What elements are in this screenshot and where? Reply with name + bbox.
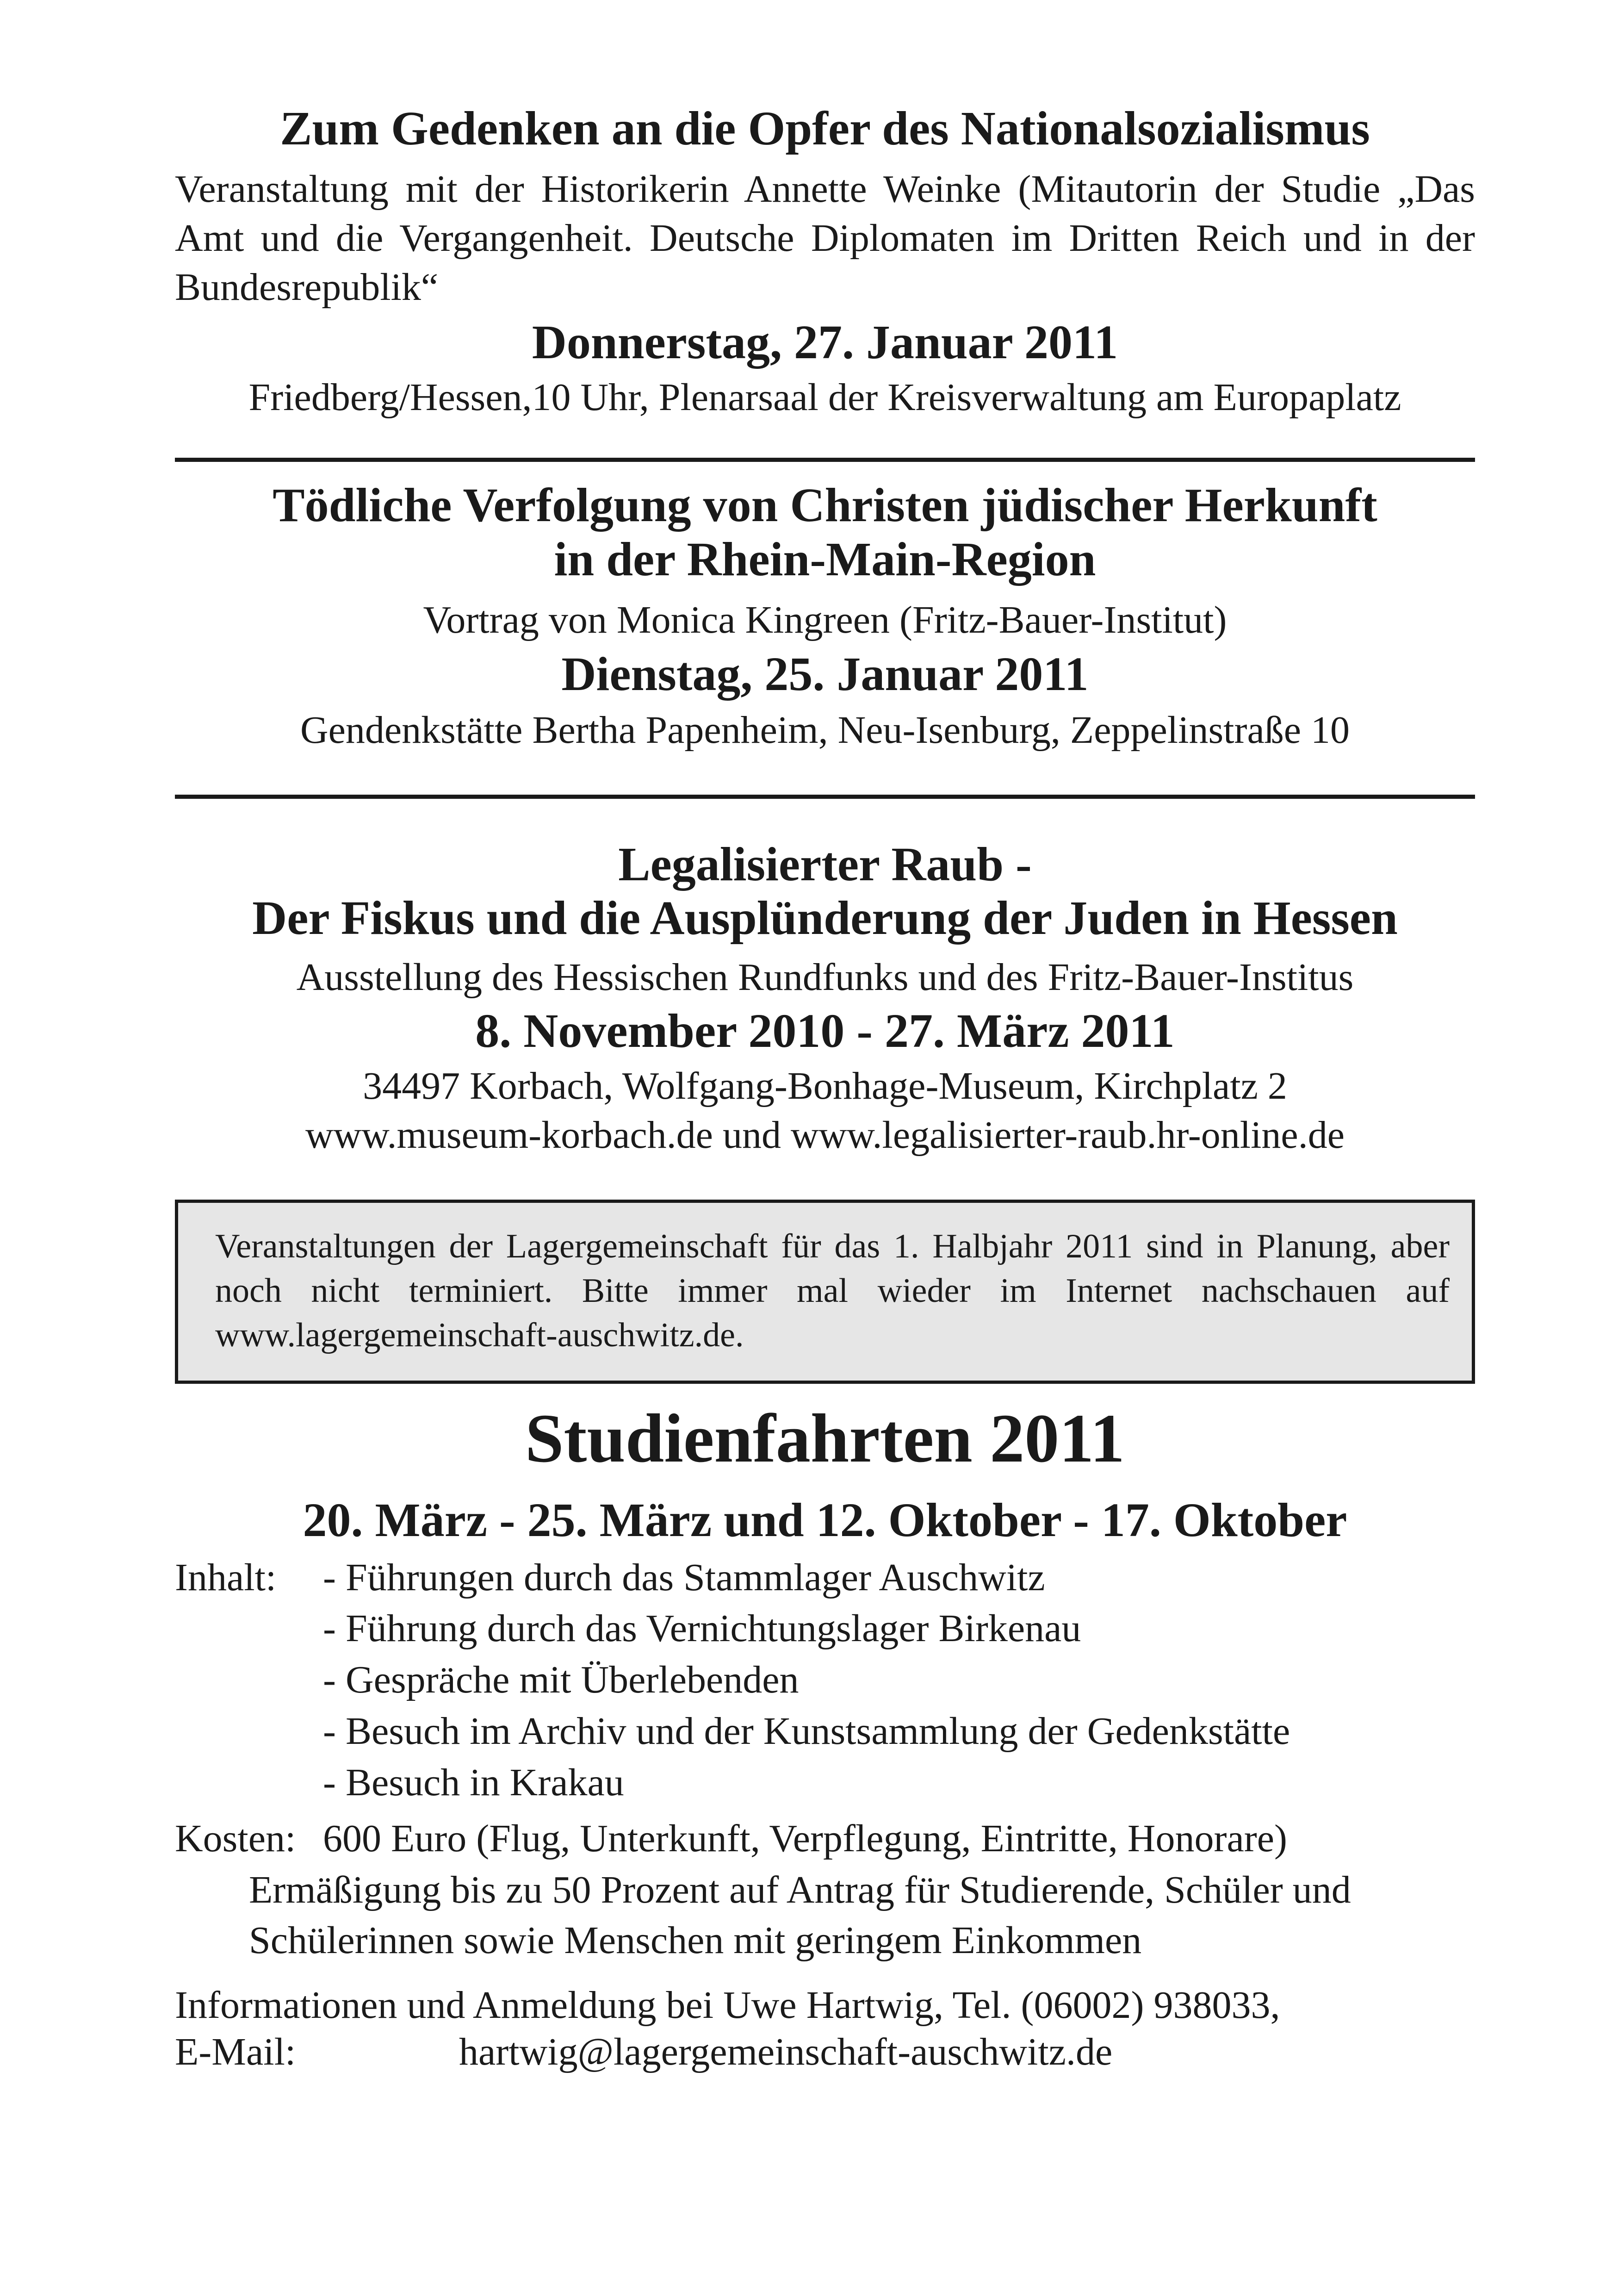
content-item: - Besuch in Krakau [323,1761,624,1804]
cost-label: Kosten: [175,1817,296,1860]
content-list [175,1552,1475,1809]
content-row-2 [175,1603,1475,1655]
event-1-date: Donnerstag, 27. Januar 2011 [532,315,1118,369]
content-row-4 [175,1706,1475,1757]
divider-2 [175,795,1475,799]
cost-value: 600 Euro (Flug, Unterkunft, Verpflegung, Eintritte, Honorare) [323,1817,1287,1860]
event-3 [175,799,1475,1160]
event-1-location: Friedberg/Hessen,10 Uhr, Plenarsaal der Kreisverwaltung am Europaplatz [248,375,1401,419]
email-address: hartwig@lagergemeinschaft-auschwitz.de [459,2030,1113,2074]
content-row-1 [175,1552,1475,1604]
event-1 [175,0,1475,422]
discount-text: Ermäßigung bis zu 50 Prozent auf Antrag für Studierende, Schüler und Schülerinnen sowie Menschen mit geringem Einkommen [249,1868,1351,1962]
study-trips [175,1384,1475,2076]
notice-box [175,1200,1475,1384]
study-trips-title: Studienfahrten 2011 [525,1400,1125,1477]
content-item: - Gespräche mit Überlebenden [323,1658,799,1702]
contact [175,1982,1475,2076]
content-item: - Führungen durch das Stammlager Auschwitz [323,1556,1045,1599]
event-3-date: 8. November 2010 - 27. März 2011 [475,1004,1175,1058]
event-3-location: 34497 Korbach, Wolfgang-Bonhage-Museum, Kirchplatz 2 [363,1064,1287,1108]
event-1-description: Veranstaltung mit der Historikerin Annette Weinke (Mitautorin der Studie „Das Amt und die Vergangenheit. Deutsche Diplomaten im Dritten Reich und in der Bundesrepublik“ [175,168,1475,309]
divider-1 [175,458,1475,462]
page [175,0,1475,2076]
event-2-title-line-1: Tödliche Verfolgung von Christen jüdischer Herkunft [273,479,1377,532]
event-1-title: Zum Gedenken an die Opfer des Nationalsozialismus [280,102,1370,155]
event-2 [175,462,1475,754]
event-3-links: www.museum-korbach.de und www.legalisierter-raub.hr-online.de [305,1113,1345,1157]
event-2-location: Gendenkstätte Bertha Papenheim, Neu-Isenburg, Zeppelinstraße 10 [300,708,1350,752]
event-3-title-line-2: Der Fiskus und die Ausplünderung der Juden in Hessen [252,891,1398,945]
content-item: - Besuch im Archiv und der Kunstsammlung der Gedenkstätte [323,1710,1290,1753]
email-row [175,2029,1475,2076]
content-label: Inhalt: [175,1556,277,1599]
notice-text: Veranstaltungen der Lagergemeinschaft für das 1. Halbjahr 2011 sind in Planung, aber noch nicht terminiert. Bitte immer mal wieder im Internet nachschauen auf www.lagergemeinschaft-auschwitz.de. [215,1227,1450,1354]
event-3-description: Ausstellung des Hessischen Rundfunks und des Fritz-Bauer-Institus [296,955,1354,999]
study-trips-dates: 20. März - 25. März und 12. Oktober - 17. Oktober [303,1493,1347,1547]
event-2-date: Dienstag, 25. Januar 2011 [561,647,1089,701]
contact-line: Informationen und Anmeldung bei Uwe Hartwig, Tel. (06002) 938033, [175,1984,1280,2027]
event-2-description: Vortrag von Monica Kingreen (Fritz-Bauer-Institut) [423,598,1227,642]
event-2-title-line-2: in der Rhein-Main-Region [554,532,1096,586]
content-row-5 [175,1757,1475,1809]
email-label: E-Mail: [175,2030,296,2074]
event-3-title-line-1: Legalisierter Raub - [618,837,1032,891]
content-row-3 [175,1655,1475,1706]
content-item: - Führung durch das Vernichtungslager Birkenau [323,1607,1081,1650]
cost-row [175,1813,1475,1865]
